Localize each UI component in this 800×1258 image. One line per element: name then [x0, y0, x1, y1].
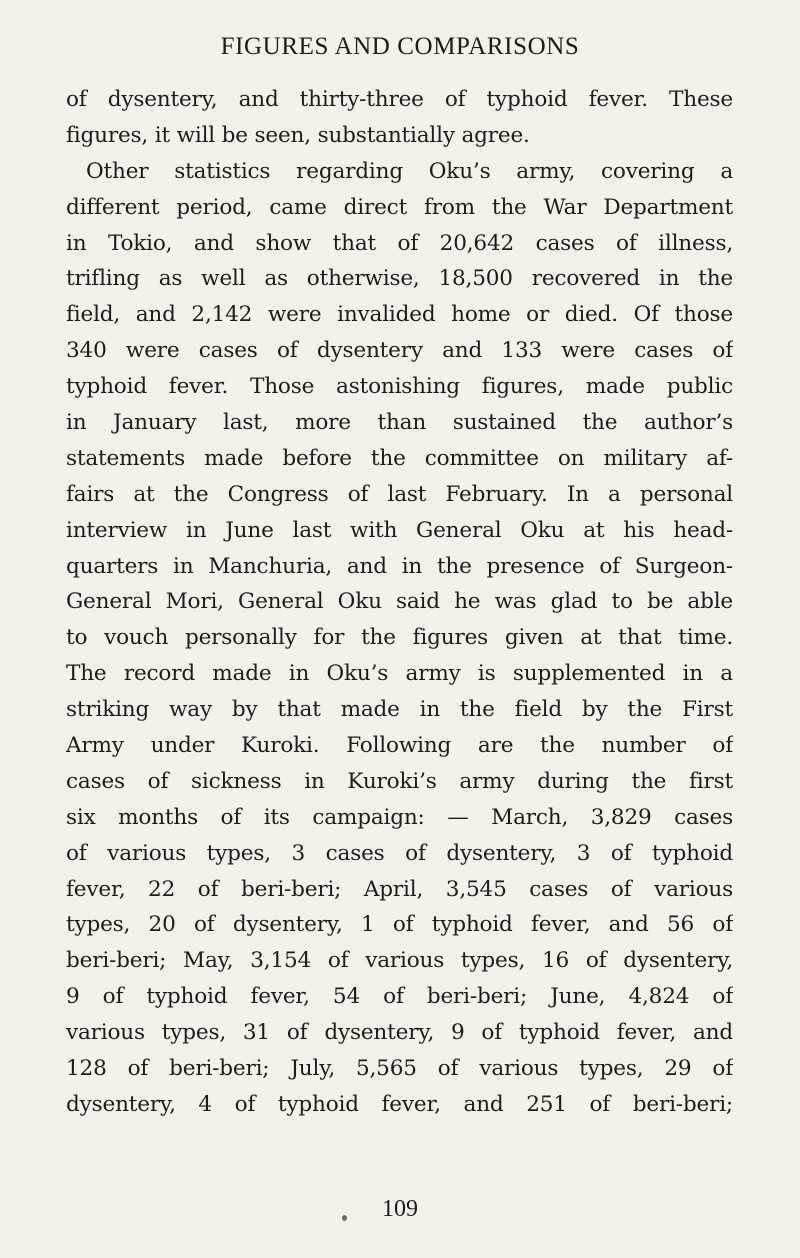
text-line: trifling as well as otherwise, 18,500 recovered in the: [66, 266, 733, 292]
text-line: beri-beri; May, 3,154 of various types, 16 of dysentery,: [66, 948, 733, 974]
text-line: types, 20 of dysentery, 1 of typhoid fever, and 56 of: [66, 912, 733, 938]
ink-speck: [342, 1215, 347, 1221]
text-line: in Tokio, and show that of 20,642 cases of illness,: [66, 230, 733, 256]
body-text: [66, 82, 733, 1123]
text-line: quarters in Manchuria, and in the presence of Surgeon-: [66, 553, 733, 579]
text-line: Other statistics regarding Oku’s army, covering a: [86, 158, 733, 184]
page-number: 109: [382, 1196, 418, 1222]
text-line: 340 were cases of dysentery and 133 were cases of: [66, 338, 733, 364]
text-line: various types, 31 of dysentery, 9 of typhoid fever, and: [66, 1020, 733, 1046]
text-line: figures, it will be seen, substantially agree.: [66, 122, 530, 148]
running-head: FIGURES AND COMPARISONS: [220, 33, 580, 60]
text-line: dysentery, 4 of typhoid fever, and 251 of beri-beri;: [66, 1091, 733, 1117]
text-line: interview in June last with General Oku at his head-: [66, 517, 733, 543]
text-line: 9 of typhoid fever, 54 of beri-beri; June, 4,824 of: [66, 984, 733, 1010]
text-line: of various types, 3 cases of dysentery, 3 of typhoid: [66, 840, 733, 866]
text-line: striking way by that made in the field by the First: [66, 697, 733, 723]
text-line: Army under Kuroki. Following are the number of: [66, 733, 733, 759]
text-line: cases of sickness in Kuroki’s army during the first: [66, 768, 733, 794]
text-line: different period, came direct from the War Department: [66, 194, 733, 220]
text-line: six months of its campaign: — March, 3,829 cases: [66, 804, 733, 830]
text-line: statements made before the committee on military af-: [66, 445, 733, 471]
text-line: fairs at the Congress of last February. In a personal: [66, 481, 733, 507]
text-line: fever, 22 of beri-beri; April, 3,545 cases of various: [66, 876, 733, 902]
text-line: in January last, more than sustained the author’s: [66, 410, 733, 436]
text-line: to vouch personally for the figures given at that time.: [66, 625, 733, 651]
text-line: typhoid fever. Those astonishing figures, made public: [66, 374, 733, 400]
text-line: field, and 2,142 were invalided home or died. Of those: [66, 302, 733, 328]
text-line: The record made in Oku’s army is supplemented in a: [66, 661, 733, 687]
text-line: 128 of beri-beri; July, 5,565 of various types, 29 of: [66, 1056, 733, 1082]
text-line: General Mori, General Oku said he was glad to be able: [66, 589, 733, 615]
text-line: of dysentery, and thirty-three of typhoid fever. These: [66, 87, 733, 112]
